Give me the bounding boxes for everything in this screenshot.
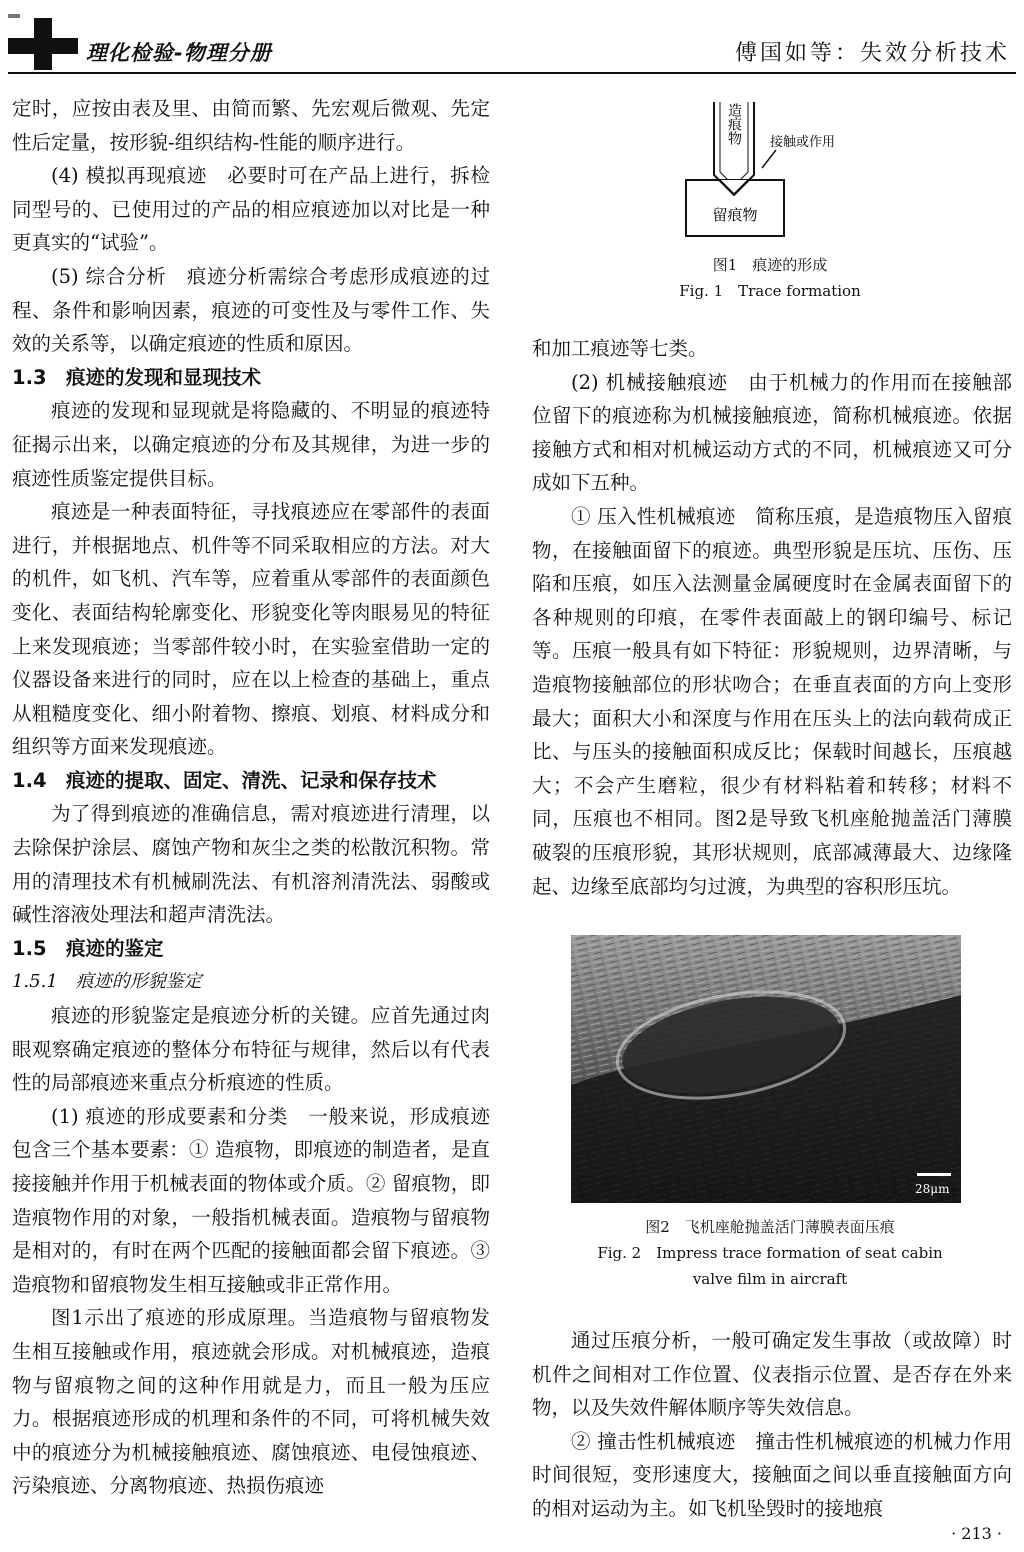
paragraph: 痕迹的发现和显现就是将隐藏的、不明显的痕迹特征揭示出来，以确定痕迹的分布及其规律，为进一步的痕迹性质鉴定提供目标。 [12, 399, 490, 490]
paragraph: 痕迹是一种表面特征，寻找痕迹应在零部件的表面进行，并根据地点、机件等不同采取相应的方法。对大的机件，如飞机、汽车等，应着重从零部件的表面颜色变化、表面结构轮廓变化、形貌变化等肉眼易见的特征上来发现痕迹；当零部件较小时，在实验室借助一定的仪器设备来进行的同时，应在以上检查的基础上，重点从粗糙度变化、细小附着物、擦痕、划痕、材料成分和组织等方面来发现痕迹。 [12, 500, 490, 759]
paragraph: (5) 综合分析 痕迹分析需综合考虑形成痕迹的过程、条件和影响因素，痕迹的可变性及与零件工作、失效的关系等，以确定痕迹的性质和原因。 [12, 264, 490, 356]
figure-1-caption-en: Fig. 1 Trace formation [679, 282, 861, 300]
paragraph: 通过压痕分析，一般可确定发生事故（或故障）时机件之间相对工作位置、仪表指示位置、是否存在外来物，以及失效件解体顺序等失效信息。 [532, 1329, 1012, 1420]
figure-2-micrograph [571, 935, 961, 1203]
paragraph: 为了得到痕迹的准确信息，需对痕迹进行清理，以去除保护涂层、腐蚀产物和灰尘之类的松散沉积物。常用的清理技术有机械刷洗法、有机溶剂清洗法、弱酸或碱性溶液处理法和超声清洗法。 [12, 802, 490, 927]
right-column-bottom [532, 1324, 1012, 1526]
label-action: 接触或作用 [770, 135, 836, 150]
label-surface: 留痕物 [712, 206, 758, 224]
page-header [0, 0, 1024, 80]
header-rule [8, 72, 1016, 74]
paragraph: 和加工痕迹等七类。 [532, 337, 708, 360]
section-heading: 1.3 痕迹的发现和显现技术 [12, 365, 262, 389]
scale-bar-label: 28μm [915, 1182, 950, 1196]
paragraph: 图1示出了痕迹的形成原理。当造痕物与留痕物发生相互接触或作用，痕迹就会形成。对机械痕迹，造痕物与留痕物之间的这种作用就是力，而且一般为压应力。根据痕迹形成的机理和条件的不同，可将机械失效中的痕迹分为机械接触痕迹、腐蚀痕迹、电侵蚀痕迹、污染痕迹、分离物痕迹、热损伤痕迹 [12, 1306, 490, 1498]
journal-logo [8, 10, 78, 65]
paragraph: 定时，应按由表及里、由简而繁、先宏观后微观、先定性后定量，按形貌-组织结构-性能的顺序进行。 [12, 97, 490, 154]
section-heading: 1.5 痕迹的鉴定 [12, 936, 164, 960]
running-head: 傅国如等：失效分析技术 [734, 41, 1010, 66]
paragraph: (2) 机械接触痕迹 由于机械力的作用而在接触部位留下的痕迹称为机械接触痕迹，简称机械痕迹。依据接触方式和相对机械运动方式的不同，机械痕迹又可分成如下五种。 [532, 370, 1012, 495]
figure-1-diagram [684, 100, 864, 245]
figure-1-caption [600, 252, 940, 304]
page-number: · 213 · [951, 1524, 1002, 1543]
right-column-top [532, 332, 1012, 903]
section-heading: 1.4 痕迹的提取、固定、清洗、记录和保存技术 [12, 768, 437, 792]
left-column [12, 92, 490, 1503]
figure-1-caption-cn: 图1 痕迹的形成 [712, 256, 828, 274]
figure-2-caption-en-1: Fig. 2 Impress trace formation of seat cabin [597, 1244, 943, 1262]
trace-notch [720, 180, 748, 194]
paragraph: (1) 痕迹的形成要素和分类 一般来说，形成痕迹包含三个基本要素：① 造痕物，即痕迹的制造者，是直接接触并作用于机械表面的物体或介质。② 留痕物，即造痕物作用的对象，一般指机械表面。造痕物与留痕物是相对的，有时在两个匹配的接触面都会留下痕迹。③ 造痕物和留痕物发生相互接触或非正常作用。 [12, 1104, 490, 1296]
journal-name: 理化检验-物理分册 [86, 41, 272, 65]
paragraph: ① 压入性机械痕迹 简称压痕，是造痕物压入留痕物，在接触面留下的痕迹。典型形貌是压坑、压伤、压陷和压痕，如压入法测量金属硬度时在金属表面留下的各种规则的印痕，在零件表面敲上的钢印编号、标记等。压痕一般具有如下特征：形貌规则，边界清晰，与造痕物接触部位的形状吻合；在垂直表面的方向上变形最大；面积大小和深度与作用在压头上的法向载荷成正比、与压头的接触面积成反比；保载时间越长，压痕越大；不会产生磨粒，很少有材料粘着和转移；材料不同，压痕也不相同。图2是导致飞机座舱抛盖活门薄膜破裂的压痕形貌，其形状规则，底部减薄最大、边缘隆起、边缘至底部均匀过渡，为典型的容积形压坑。 [532, 504, 1012, 898]
figure-2-caption-en-2: valve film in aircraft [692, 1270, 848, 1288]
paragraph: 痕迹的形貌鉴定是痕迹分析的关键。应首先通过肉眼观察确定痕迹的整体分布特征与规律，然后以有代表性的局部痕迹来重点分析痕迹的性质。 [12, 1004, 490, 1095]
section-heading: 1.5.1 痕迹的形貌鉴定 [12, 971, 202, 993]
figure-2-caption-cn: 图2 飞机座舱抛盖活门薄膜表面压痕 [645, 1218, 895, 1236]
paragraph: (4) 模拟再现痕迹 必要时可在产品上进行，拆检同型号的、已使用过的产品的相应痕迹加以对比是一种更真实的“试验”。 [12, 164, 490, 255]
micrograph-image [571, 935, 961, 1203]
action-arrow [762, 150, 776, 168]
paragraph: ② 撞击性机械痕迹 撞击性机械痕迹的机械力作用时间很短，变形速度大，接触面之间以垂直接触面方向的相对运动为主。如飞机坠毁时的接地痕 [532, 1429, 1012, 1520]
figure-2-caption [560, 1214, 980, 1292]
label-tool: 造痕物 [726, 103, 742, 145]
scale-bar [917, 1173, 951, 1176]
